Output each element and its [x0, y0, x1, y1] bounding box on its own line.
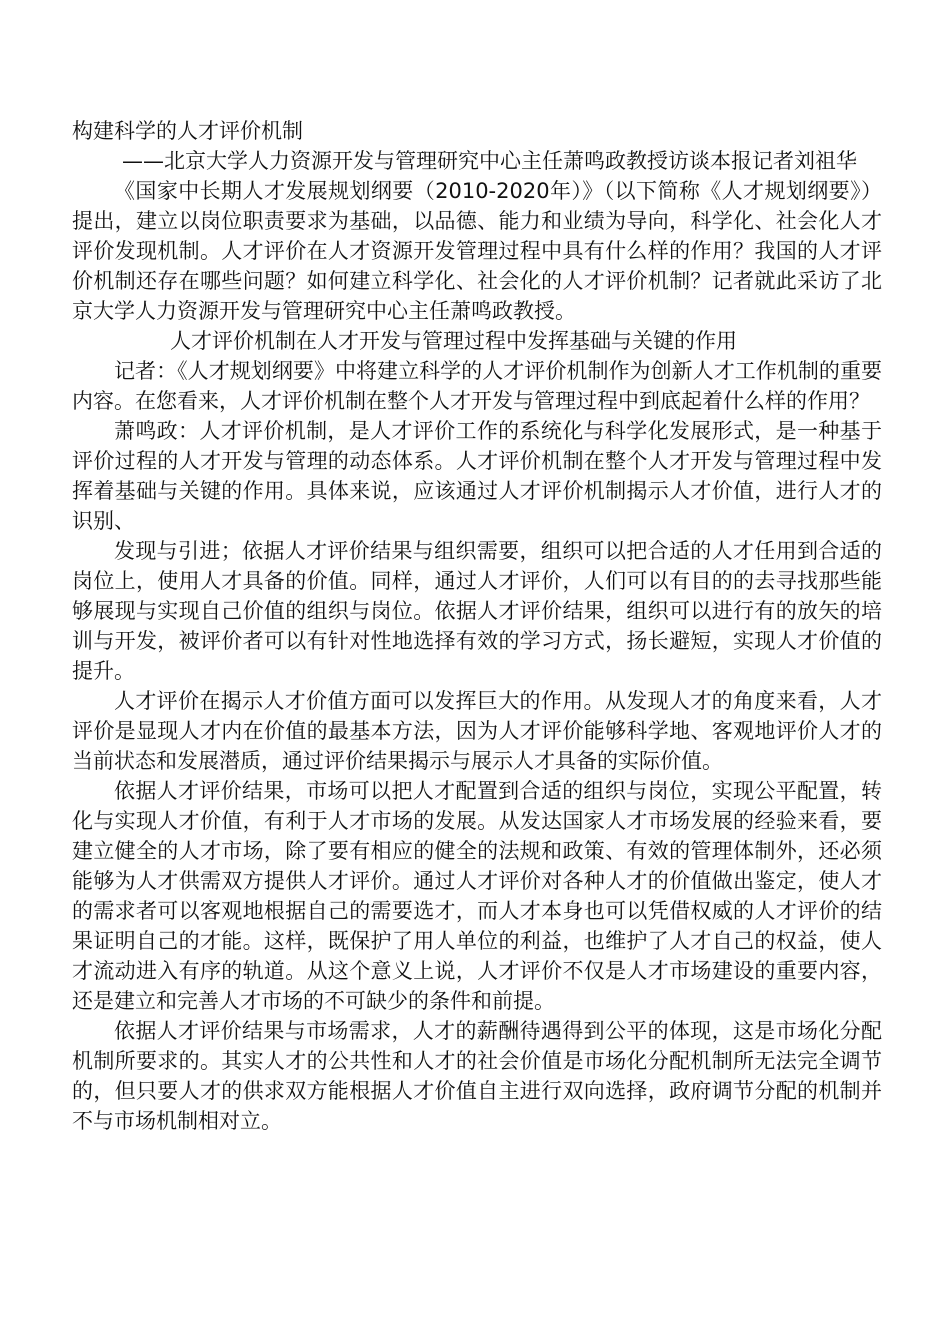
body-paragraph-2: 萧鸣政：人才评价机制，是人才评价工作的系统化与科学化发展形式，是一种基于评价过程的人才开发与管理的动态体系。人才评价机制在整个人才开发与管理过程中发挥着基础与关键的作用。具体来说，应该通过人才评价机制揭示人才价值，进行人才的识别、: [72, 419, 882, 533]
body-paragraph-5: 依据人才评价结果，市场可以把人才配置到合适的组织与岗位，实现公平配置，转化与实现人才价值，有利于人才市场的发展。从发达国家人才市场发展的经验来看，要建立健全的人才市场，除了要有相应的健全的法规和政策、有效的管理体制外，还必须能够为人才供需双方提供人才评价。通过人才评价对各种人才的价值做出鉴定，使人才的需求者可以客观地根据自己的需要选才，而人才本身也可以凭借权威的人才评价的结果证明自己的才能。这样，既保护了用人单位的利益，也维护了人才自己的权益，使人才流动进入有序的轨道。从这个意义上说，人才评价不仅是人才市场建设的重要内容，还是建立和完善人才市场的不可缺少的条件和前提。: [72, 779, 882, 1013]
body-paragraph-4: 人才评价在揭示人才价值方面可以发挥巨大的作用。从发现人才的角度来看，人才评价是显现人才内在价值的最基本方法，因为人才评价能够科学地、客观地评价人才的当前状态和发展潜质，通过评价结果揭示与展示人才具备的实际价值。: [72, 689, 882, 773]
body-paragraph-1: 记者：《人才规划纲要》中将建立科学的人才评价机制作为创新人才工作机制的重要内容。在您看来，人才评价机制在整个人才开发与管理过程中到底起着什么样的作用？: [72, 359, 882, 413]
intro-paragraph: 《国家中长期人才发展规划纲要（2010-2020年）》（以下简称《人才规划纲要》）提出，建立以岗位职责要求为基础，以品德、能力和业绩为导向，科学化、社会化人才评价发现机制。人才评价在人才资源开发管理过程中具有什么样的作用？我国的人才评价机制还存在哪些问题？如何建立科学化、社会化的人才评价机制？记者就此采访了北京大学人力资源开发与管理研究中心主任萧鸣政教授。: [72, 179, 882, 323]
document-subtitle: ——北京大学人力资源开发与管理研究中心主任萧鸣政教授访谈本报记者刘祖华: [122, 149, 857, 173]
body-paragraph-3: 发现与引进；依据人才评价结果与组织需要，组织可以把合适的人才任用到合适的岗位上，使用人才具备的价值。同样，通过人才评价，人们可以有目的的去寻找那些能够展现与实现自己价值的组织与岗位。依据人才评价结果，组织可以进行有的放矢的培训与开发，被评价者可以有针对性地选择有效的学习方式，扬长避短，实现人才价值的提升。: [72, 539, 882, 683]
document-page: [72, 116, 882, 1136]
body-paragraph-6: 依据人才评价结果与市场需求，人才的薪酬待遇得到公平的体现，这是市场化分配机制所要求的。其实人才的公共性和人才的社会价值是市场化分配机制所无法完全调节的，但只要人才的供求双方能根据人才价值自主进行双向选择，政府调节分配的机制并不与市场机制相对立。: [72, 1019, 882, 1133]
section-heading: 人才评价机制在人才开发与管理过程中发挥基础与关键的作用: [170, 329, 737, 353]
document-title: 构建科学的人才评价机制: [72, 119, 303, 143]
